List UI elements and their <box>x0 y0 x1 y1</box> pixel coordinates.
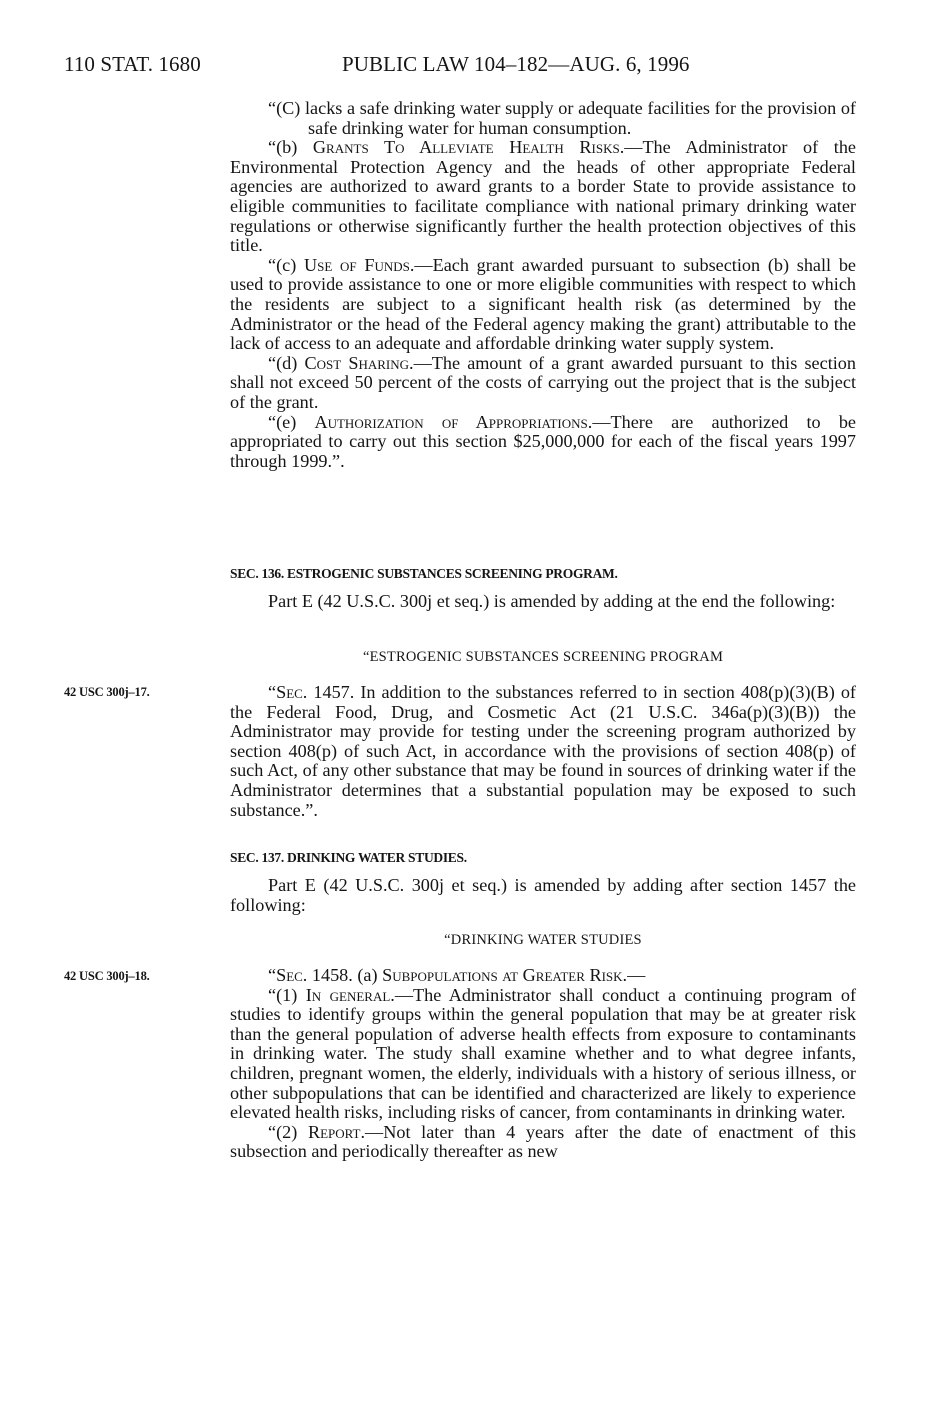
subsection-b-heading: Grants To Alleviate Health Risks <box>312 137 620 158</box>
sec-137-intro-block <box>230 876 856 915</box>
para-1-text: .—The Administrator shall conduct a continuing program of studies to identify groups within the general population that may be at greater risk than the general population of adverse health effects from exposure to contaminants in drinking water. The study shall examine whether and to what degree infants, children, pregnant women, the elderly, individuals with a history of serious illness, or other subpopulations that can be identified and characterized are likely to experience elevated health risks, including risks of cancer, from contaminants in drinking water. <box>230 984 857 1123</box>
subsection-e-text: .—There are authorized to be appropriated to carry out this section $25,000,000 for each of the fiscal years 1997 through 1999.”. <box>230 411 856 471</box>
sec-1458-a-end: .— <box>622 965 646 985</box>
subsection-d-heading: Cost Sharing <box>304 352 410 373</box>
sec-136-heading: SEC. 136. ESTROGENIC SUBSTANCES SCREENING PROGRAM. <box>230 566 618 581</box>
subsection-c-text: .—Each grant awarded pursuant to subsection (b) shall be used to provide assistance to one or more eligible communities with respect to which the residents are subject to a significant health risk (as determined by the Administrator or the head of the Federal agency making the grant) attributable to the lack of access to an adequate and affordable drinking water supply system. <box>230 254 856 354</box>
sec-1458-margin-note: 42 USC 300j–18. <box>64 969 150 983</box>
subsection-b <box>230 138 856 256</box>
page-running-head: PUBLIC LAW 104–182—AUG. 6, 1996 <box>342 52 690 76</box>
sec-1457-body: In addition to the substances referred to in section 408(p)(3)(B) of the Federal Food, Drug, and Cosmetic Act (21 U.S.C. 346a(p)(3)(B)) the Administrator may provide for testing under the screening program authorized by section 408(p) of such Act, in accordance with the provisions of section 408(p) of such Act, of any other substance that may be found in sources of drinking water if the Administrator determines that a substantial population may be exposed to such substance.”. <box>230 682 856 820</box>
subsection-d-text: .—The amount of a grant awarded pursuant to this section shall not exceed 50 percent of the costs of carrying out the project that is the subject of the grant. <box>230 352 856 412</box>
sec-1458-para-2 <box>230 1123 856 1162</box>
sec-1458-label: “Sec. 1458. <box>268 965 353 985</box>
sec-137-center-title: “DRINKING WATER STUDIES <box>444 932 642 948</box>
subsection-b-label: “(b) <box>268 137 313 158</box>
page-stat-number: 110 STAT. 1680 <box>64 52 201 76</box>
sec-137-intro: Part E (42 U.S.C. 300j et seq.) is amended by adding after section 1457 the following: <box>230 875 856 915</box>
sec-1457-block <box>230 683 856 820</box>
sec-136-intro: Part E (42 U.S.C. 300j et seq.) is amended by adding at the end the following: <box>268 591 836 611</box>
sec-1457-text <box>230 683 856 820</box>
para-1-heading: In general <box>305 984 391 1005</box>
sec-1457-margin-note: 42 USC 300j–17. <box>64 685 150 699</box>
subsection-e-heading: Authorization of Appropriations <box>314 411 588 432</box>
subsection-e-label: “(e) <box>268 411 315 432</box>
subsection-b-text: .—The Administrator of the Environmental Protection Agency and the heads of other appropriate Federal agencies are authorized to award grants to a border State to provide assistance to eligible communities to facilitate compliance with national primary drinking water regulations or otherwise significantly further the health protection objectives of this title. <box>230 137 856 256</box>
para-1-label: “(1) <box>268 984 306 1005</box>
sec-1458-para-1 <box>230 986 856 1123</box>
subsection-c-heading: Use of Funds <box>303 254 410 275</box>
sec-137-heading: SEC. 137. DRINKING WATER STUDIES. <box>230 850 467 865</box>
sec-1458-a: (a) <box>352 965 383 985</box>
sec-1458-a-heading: Subpopulations at Greater Risk <box>382 965 623 985</box>
subsection-c-label: “(c) <box>268 254 304 275</box>
subsection-e <box>230 413 856 472</box>
sec-1457-label: “Sec. 1457. <box>268 682 355 702</box>
para-2-text: .—Not later than 4 years after the date of enactment of this subsection and periodically thereafter as new <box>230 1121 857 1162</box>
sec-136-intro-block <box>230 592 856 612</box>
para-2-label: “(2) <box>268 1121 308 1142</box>
para-2-heading: Report <box>307 1121 361 1142</box>
sec-1458-block <box>230 966 856 1162</box>
subsection-c <box>230 256 856 354</box>
subsection-d-label: “(d) <box>268 352 305 373</box>
para-c-lacks-supply: “(C) lacks a safe drinking water supply or adequate facilities for the provision of safe drinking water for human consumption. <box>268 98 856 138</box>
sec-136-center-title: “ESTROGENIC SUBSTANCES SCREENING PROGRAM <box>362 649 724 665</box>
subsection-d <box>230 354 856 413</box>
grants-section-continuation <box>230 99 856 471</box>
sec-1458-opening <box>230 966 856 986</box>
